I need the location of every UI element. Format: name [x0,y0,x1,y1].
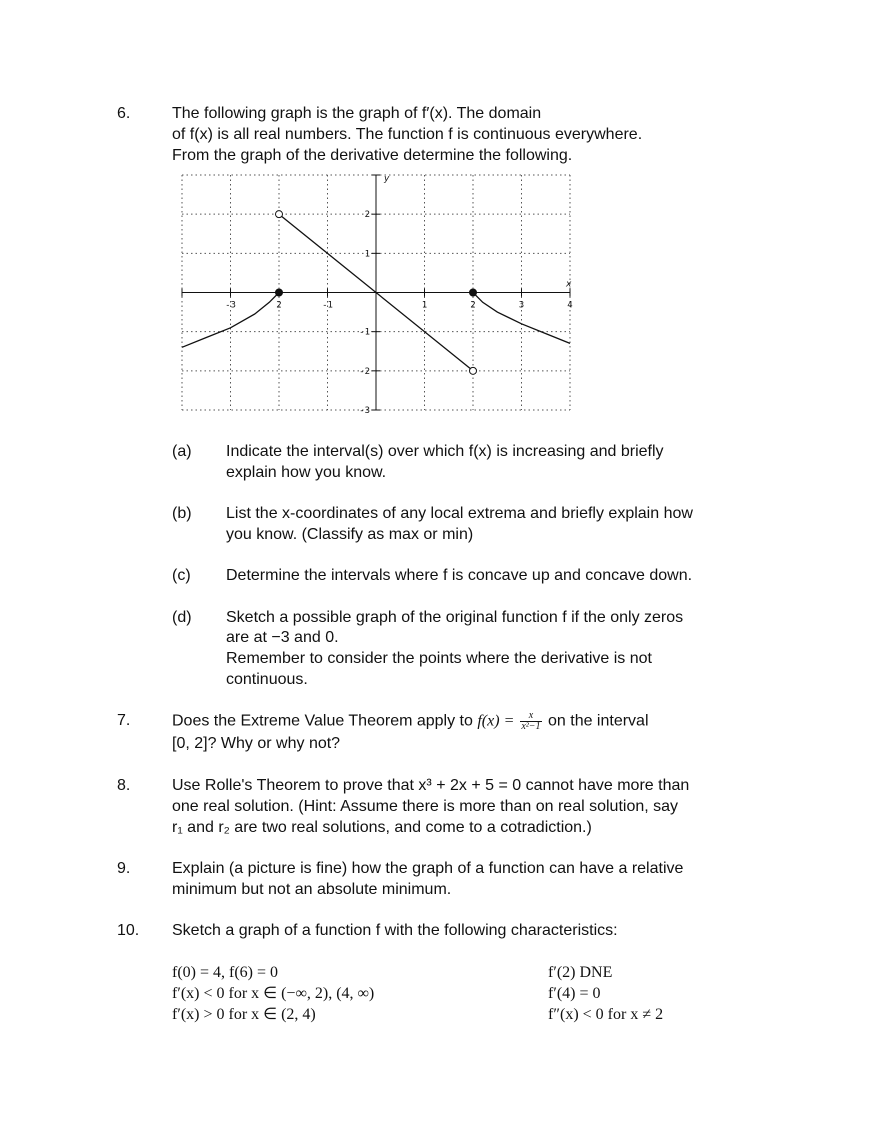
x-tick-label: 3 [518,300,525,311]
x-tick-label: 2 [470,300,476,311]
open-endpoint [470,367,477,374]
question-9-line-1: Explain (a picture is fine) how the graph of a function can have a relative [172,860,684,877]
question-8-line-1: Use Rolle's Theorem to prove that x³ + 2x + 5 = 0 cannot have more than [172,777,690,794]
question-7-line-1 [172,711,649,732]
part-d-line-4: continuous. [226,671,308,688]
y-tick-label: 1 [364,249,370,260]
condition-left-2: f′(x) < 0 for x ∈ (−∞, 2), (4, ∞) [172,985,375,1002]
y-axis-label: y [384,174,390,184]
question-7-text-b: on the interval [548,712,649,730]
open-endpoint [276,211,283,218]
part-d-line-2: are at −3 and 0. [226,629,339,646]
condition-right-2: f′(4) = 0 [548,985,601,1002]
condition-left-1: f(0) = 4, f(6) = 0 [172,964,279,981]
part-b-line-2: you know. (Classify as max or min) [226,526,474,543]
question-7-text-a: Does the Extreme Value Theorem apply to [172,712,473,730]
part-a-line-1: Indicate the interval(s) over which f(x) is increasing and briefly [226,443,664,460]
x-tick-label: 1 [421,300,428,311]
y-tick-label: 2 [364,210,370,221]
question-6-intro-line-1: The following graph is the graph of f′(x). The domain [172,105,542,122]
part-a-line-2: explain how you know. [226,464,387,481]
part-b-line-1: List the x-coordinates of any local extrema and briefly explain how [226,505,693,522]
question-6-intro-line-2: of f(x) is all real numbers. The function f is continuous everywhere. [172,126,643,143]
part-b-label: (b) [172,505,192,522]
closed-endpoint [470,289,477,296]
part-d-line-1: Sketch a possible graph of the original function f if the only zeros [226,609,684,626]
question-10-intro: Sketch a graph of a function f with the following characteristics: [172,922,618,939]
condition-right-1: f′(2) DNE [548,964,613,981]
x-tick-label: -3 [225,300,236,311]
closed-endpoint [276,289,283,296]
question-9-line-2: minimum but not an absolute minimum. [172,881,452,898]
question-7-fraction [520,711,541,732]
question-7-fraction-denominator: x²−1 [521,721,541,732]
x-axis-label: x [566,279,572,290]
y-tick-label: -1 [359,327,370,338]
question-7-number: 7. [117,712,131,729]
condition-right-3: f″(x) < 0 for x ≠ 2 [548,1006,664,1023]
part-d-label: (d) [172,609,192,626]
question-7-formula: f(x) = [477,712,519,730]
x-tick-label: -1 [322,300,333,311]
question-8-line-2: one real solution. (Hint: Assume there is more than on real solution, say [172,798,679,815]
part-c-label: (c) [172,567,191,584]
question-10-number: 10. [117,922,140,939]
derivative-graph [176,170,576,415]
x-tick-label: 4 [567,300,573,311]
part-a-label: (a) [172,443,192,460]
part-c-line-1: Determine the intervals where f is concave up and concave down. [226,567,693,584]
question-7-fraction-numerator: x [520,711,541,722]
x-tick-label: 2 [276,300,282,311]
question-8-line-3: r₁ and r₂ are two real solutions, and come to a cotradiction.) [172,819,592,836]
y-tick-label: -2 [359,366,370,377]
question-9-number: 9. [117,860,131,877]
question-7-line-2: [0, 2]? Why or why not? [172,735,341,752]
y-tick-label: -3 [359,406,370,415]
question-8-number: 8. [117,777,131,794]
part-d-line-3: Remember to consider the points where the derivative is not [226,650,652,667]
question-6-number: 6. [117,105,131,122]
question-6-intro-line-3: From the graph of the derivative determine the following. [172,147,573,164]
condition-left-3: f′(x) > 0 for x ∈ (2, 4) [172,1006,316,1023]
